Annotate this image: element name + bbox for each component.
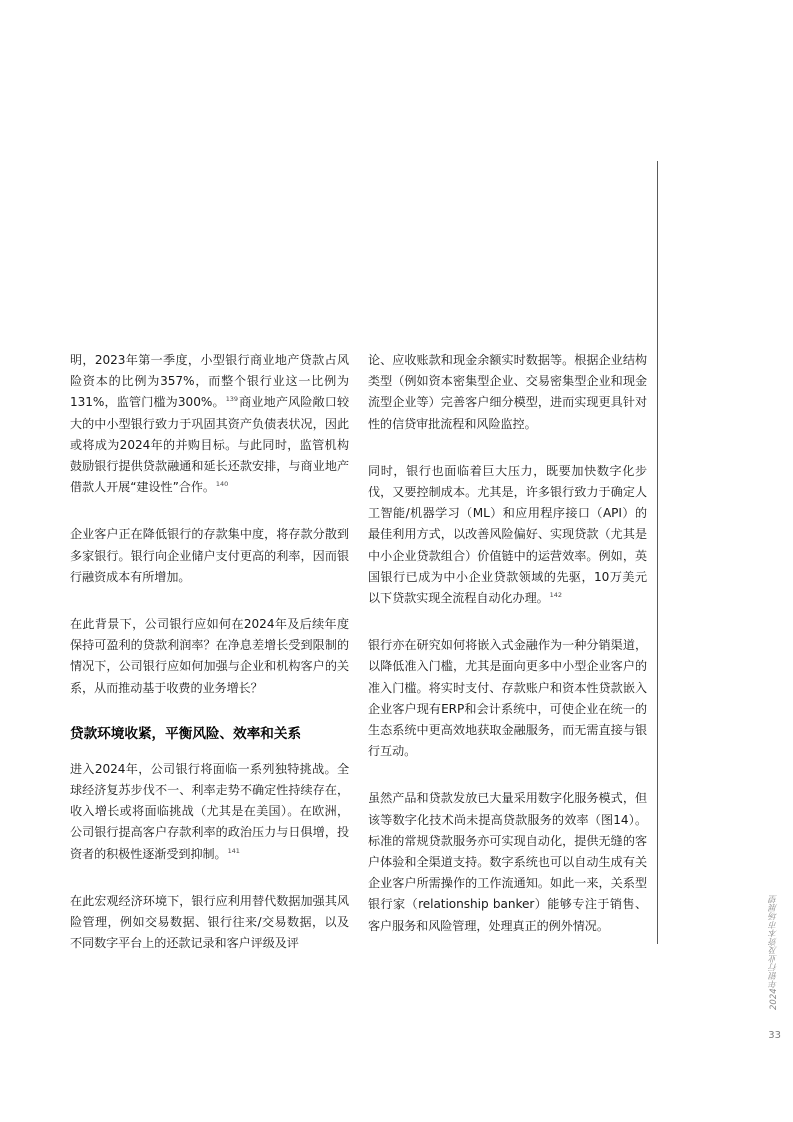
footnote-ref-141[interactable]: 141 — [227, 846, 240, 855]
running-title: 2024年银行业及资本市场展望 — [769, 894, 779, 1010]
footnote-ref-139[interactable]: 139 — [225, 395, 238, 404]
footnote-ref-140[interactable]: 140 — [215, 480, 229, 489]
right-paragraph-4: 虽然产品和贷款发放已大量采用数字化服务模式，但该等数字化技术尚未提高贷款服务的效率（图14）。标准的常规贷款服务亦可实现自动化，提供无缝的客户体验和全渠道支持。数字系统也可以自动生成有关企业客户所需操作的工作流通知。如此一来，关系型银行家（relationship banker）能够专注于销售、客户服务和风险管理，处理真正的例外情况。 — [368, 791, 647, 933]
right-paragraph-3: 银行亦在研究如何将嵌入式金融作为一种分销渠道，以降低准入门槛，尤其是面向更多中小型企业客户的准入门槛。将实时支付、存款账户和资本性贷款嵌入企业客户现有ERP和会计系统中，可使企业在统一的生态系统中更高效地获取金融服务，而无需直接与银行互动。 — [368, 638, 647, 759]
left-paragraph-2: 企业客户正在降低银行的存款集中度，将存款分散到多家银行。银行向企业储户支付更高的利率，因而银行融资成本有所增加。 — [70, 527, 349, 584]
left-paragraph-1: 明，2023年第一季度，小型银行商业地产贷款占风险资本的比例为357%，而整个银行业这一比例为131%，监管门槛为300%。$^{139}$商业地产风险敞口较大的中小型银行致力于巩固其资产负债表状况，因此或将成为2024年的并购目标。与此同时，监管机构鼓励银行提供贷款融通和延长还款安排，与商业地产借款人开展“建设性”合作。$^{140}$ — [70, 353, 349, 495]
left-column — [70, 350, 349, 980]
left-paragraph-4: 进入2024年，公司银行将面临一系列独特挑战。全球经济复苏步伐不一、利率走势不确定性持续存在，收入增长或将面临挑战（尤其是在美国）。在欧洲，公司银行提高客户存款利率的政治压力与日俱增，投资者的积极性逐渐受到抑制。$^{141}$ — [70, 761, 349, 861]
vertical-divider — [657, 161, 658, 944]
section-heading: 贷款环境收紧，平衡风险、效率和关系 — [70, 725, 302, 742]
right-paragraph-1: 论、应收账款和现金余额实时数据等。根据企业结构类型（例如资本密集型企业、交易密集型企业和现金流型企业等）完善客户细分模型，进而实现更具针对性的信贷审批流程和风险监控。 — [368, 353, 647, 431]
footnote-ref-142[interactable]: 142 — [549, 591, 562, 600]
left-paragraph-5: 在此宏观经济环境下，银行应利用替代数据加强其风险管理，例如交易数据、银行往来/交易数据，以及不同数字平台上的还款记录和客户评级及评 — [70, 893, 349, 951]
right-paragraph-2: 同时，银行也面临着巨大压力，既要加快数字化步伐，又要控制成本。尤其是，许多银行致力于确定人工智能/机器学习（ML）和应用程序接口（API）的最佳利用方式，以改善风险偏好、实现贷款（尤其是中小企业贷款组合）价值链中的运营效率。例如，英国银行已成为中小企业贷款领域的先驱，10万美元以下贷款实现全流程自动化办理。$^{142}$ — [368, 463, 647, 606]
right-column — [368, 350, 647, 963]
left-paragraph-3: 在此背景下，公司银行应如何在2024年及后续年度保持可盈利的贷款利润率？在净息差增长受到限制的情况下，公司银行应如何加强与企业和机构客户的关系，从而推动基于收费的业务增长？ — [70, 617, 349, 695]
page-number: 33 — [768, 1030, 781, 1041]
